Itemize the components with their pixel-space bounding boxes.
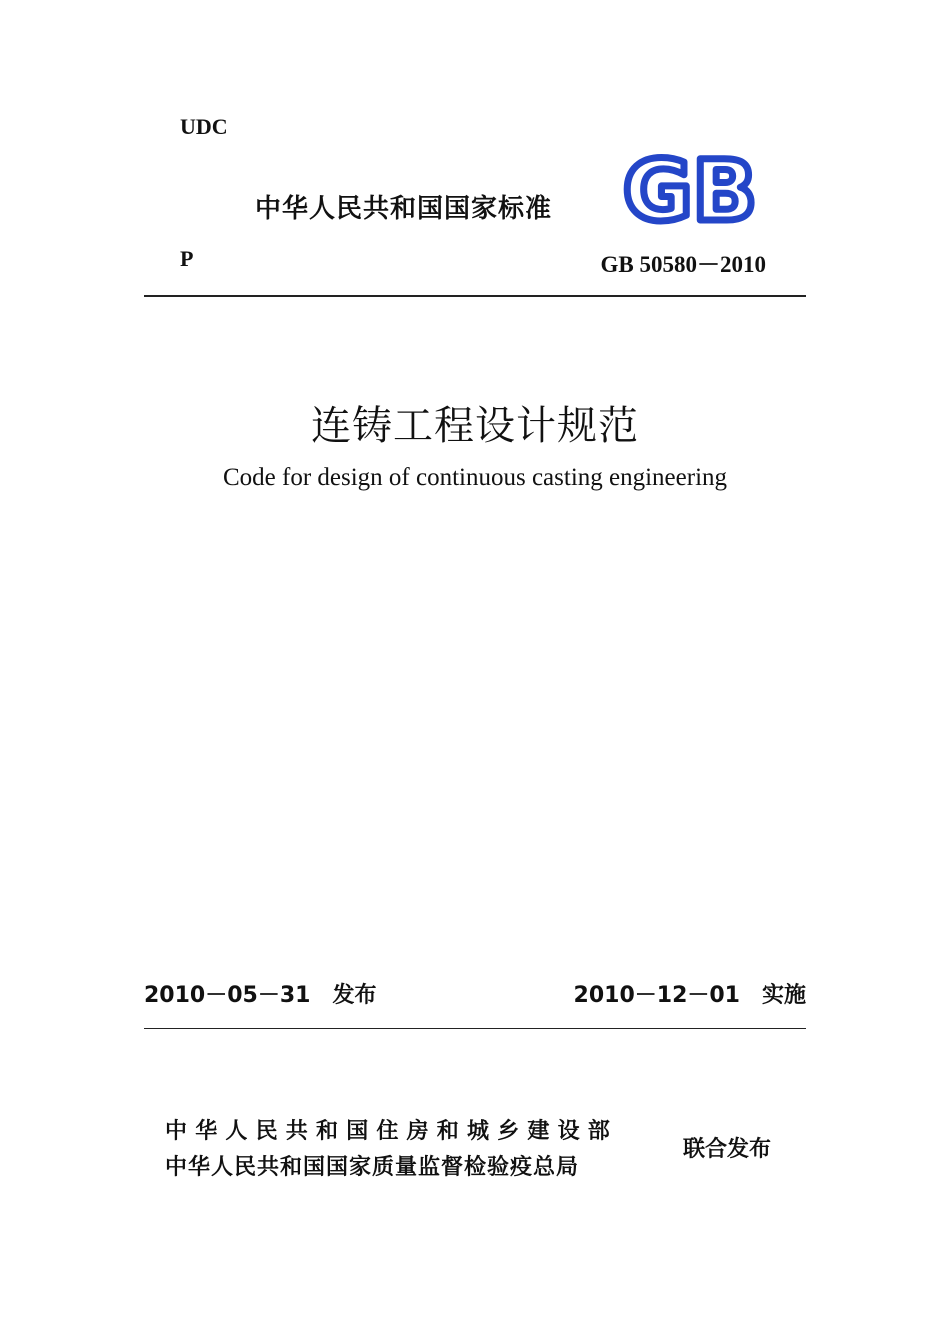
header-divider [144, 295, 806, 297]
classification-code: P [180, 246, 194, 271]
gb-logo [620, 150, 760, 228]
standard-number: GB 50580－2010 [600, 252, 766, 277]
udc-label: UDC [180, 114, 228, 139]
document-title-english: Code for design of continuous casting engineering [222, 464, 728, 491]
implementation-date: 2010－12－01 实施 [573, 983, 806, 1008]
document-title-chinese: 连铸工程设计规范 [311, 403, 639, 449]
issuer-ministry: 中华人民共和国住房和城乡建设部 [165, 1119, 619, 1144]
national-standard-label: 中华人民共和国国家标准 [255, 194, 553, 224]
issuer-aqsiq: 中华人民共和国国家质量监督检验疫总局 [165, 1155, 580, 1180]
issue-date: 2010－05－31 发布 [144, 983, 377, 1008]
footer-divider [144, 1028, 806, 1029]
gb-logo-text: GB [623, 150, 757, 228]
joint-issue-label: 联合发布 [683, 1137, 772, 1162]
